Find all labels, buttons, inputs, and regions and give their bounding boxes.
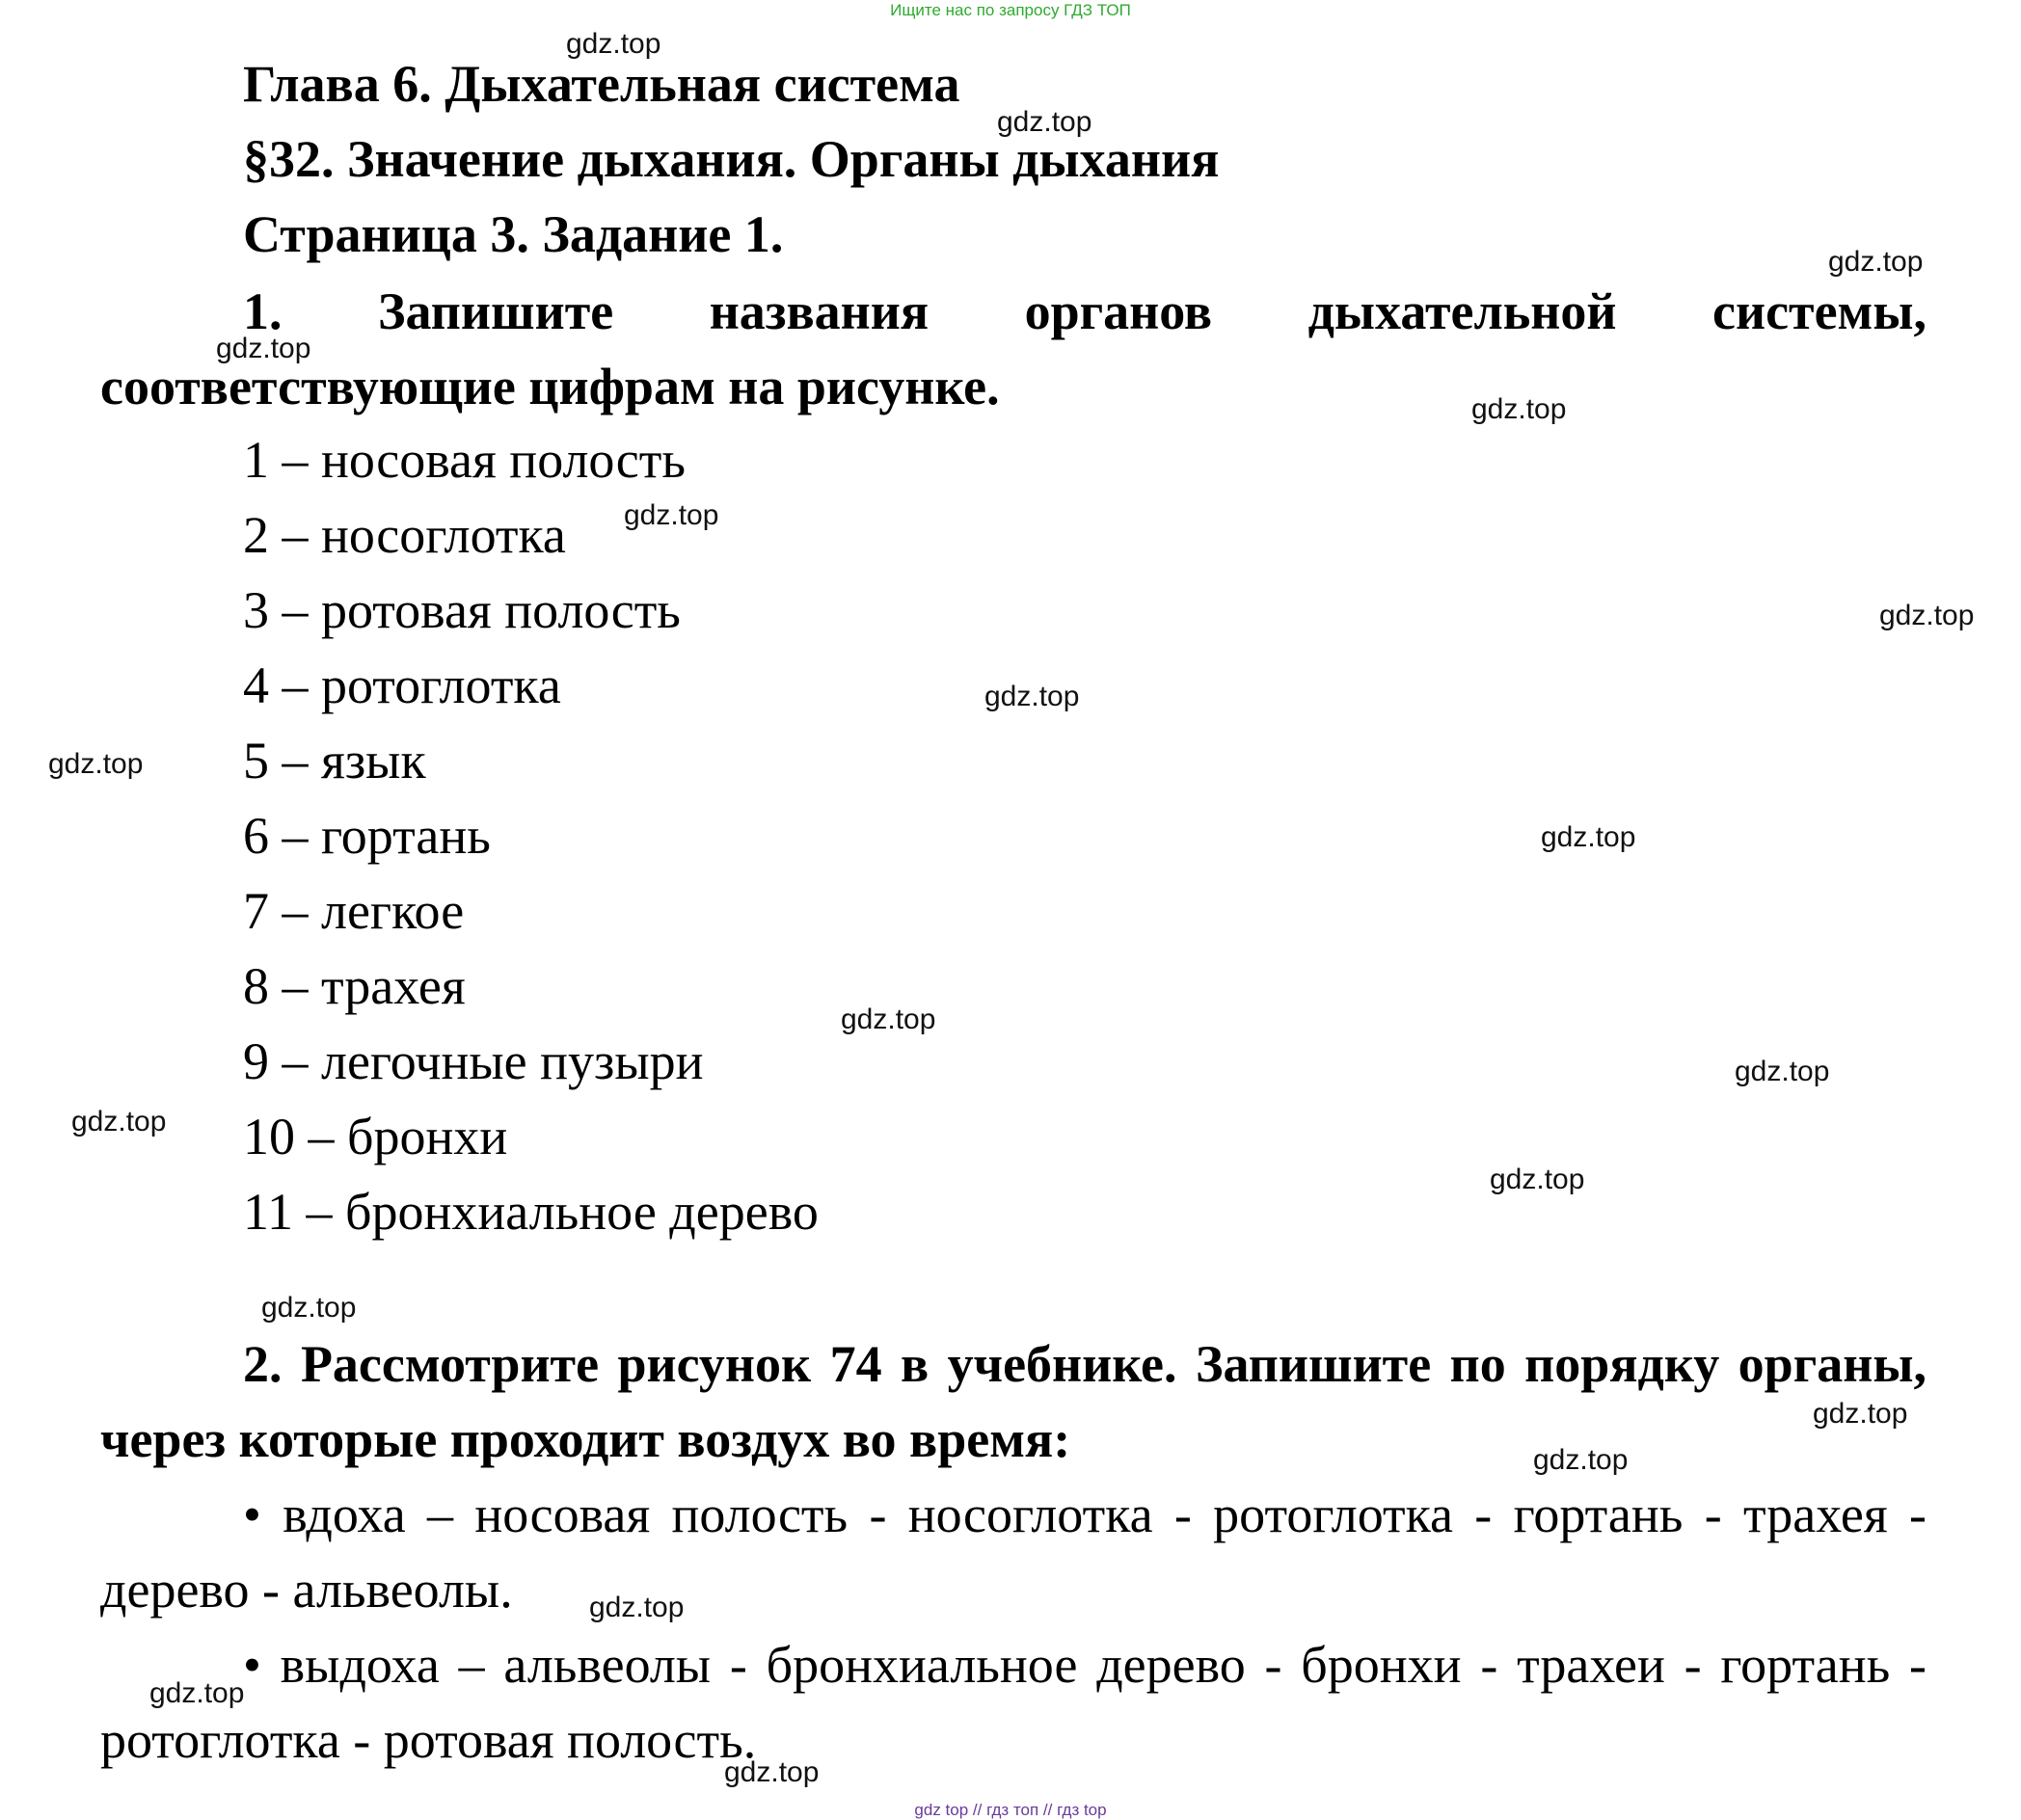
top-banner xyxy=(0,0,2021,21)
answer-item-10: 10 – бронхи xyxy=(243,1108,508,1165)
watermark: gdz.top xyxy=(216,333,311,364)
answer-item-3: 3 – ротовая полость xyxy=(243,581,681,639)
watermark: gdz.top xyxy=(71,1106,167,1138)
watermark: gdz.top xyxy=(997,106,1092,138)
answer-item-8: 8 – трахея xyxy=(243,957,466,1015)
answer-item-9: 9 – легочные пузыри xyxy=(243,1032,704,1090)
watermark: gdz.top xyxy=(1541,821,1636,853)
watermark: gdz.top xyxy=(1735,1056,1830,1087)
section-title: §32. Значение дыхания. Органы дыхания xyxy=(243,130,1220,188)
answer-item-4: 4 – ротоглотка xyxy=(243,656,561,714)
watermark: gdz.top xyxy=(149,1677,245,1709)
watermark: gdz.top xyxy=(1533,1444,1629,1476)
chapter-title: Глава 6. Дыхательная система xyxy=(243,55,960,113)
answer-item-1: 1 – носовая полость xyxy=(243,431,686,489)
watermark: gdz.top xyxy=(1471,393,1567,425)
answer-item-11: 11 – бронхиальное дерево xyxy=(243,1183,819,1241)
watermark: gdz.top xyxy=(566,28,661,60)
watermark: gdz.top xyxy=(261,1292,357,1324)
watermark: gdz.top xyxy=(984,681,1080,712)
answer-item-6: 6 – гортань xyxy=(243,807,491,865)
answer-item-2: 2 – носоглотка xyxy=(243,506,566,564)
task-1-text: 1. Запишите названия органов дыхательной системы, соответствующие цифрам на рисунке. xyxy=(100,282,1927,415)
watermark: gdz.top xyxy=(589,1592,685,1623)
answer-item-5: 5 – язык xyxy=(243,732,426,790)
footer-text: gdz top // гдз топ // гдз top xyxy=(914,1801,1107,1819)
watermark: gdz.top xyxy=(1828,246,1924,278)
task-2-text: 2. Рассмотрите рисунок 74 в учебнике. Запишите по порядку органы, через которые проходит воздух во время: xyxy=(100,1335,1927,1468)
footer xyxy=(0,1801,2021,1820)
watermark: gdz.top xyxy=(1879,600,1975,631)
watermark: gdz.top xyxy=(724,1756,820,1788)
answer-item-7: 7 – легкое xyxy=(243,882,465,940)
page-task-title: Страница 3. Задание 1. xyxy=(243,205,784,263)
top-banner-text: Ищите нас по запросу ГДЗ ТОП xyxy=(890,1,1131,19)
watermark: gdz.top xyxy=(1490,1164,1585,1195)
watermark: gdz.top xyxy=(1813,1398,1908,1430)
watermark: gdz.top xyxy=(841,1004,936,1035)
watermark: gdz.top xyxy=(624,499,719,531)
exhale-answer: • выдоха – альвеолы - бронхиальное дерево - бронхи - трахеи - гортань - ротоглотка - ротовая полость. xyxy=(100,1636,1927,1769)
watermark: gdz.top xyxy=(48,748,144,780)
inhale-answer: • вдоха – носовая полость - носоглотка - ротоглотка - гортань - трахея - дерево - альвеолы. xyxy=(100,1485,1927,1619)
